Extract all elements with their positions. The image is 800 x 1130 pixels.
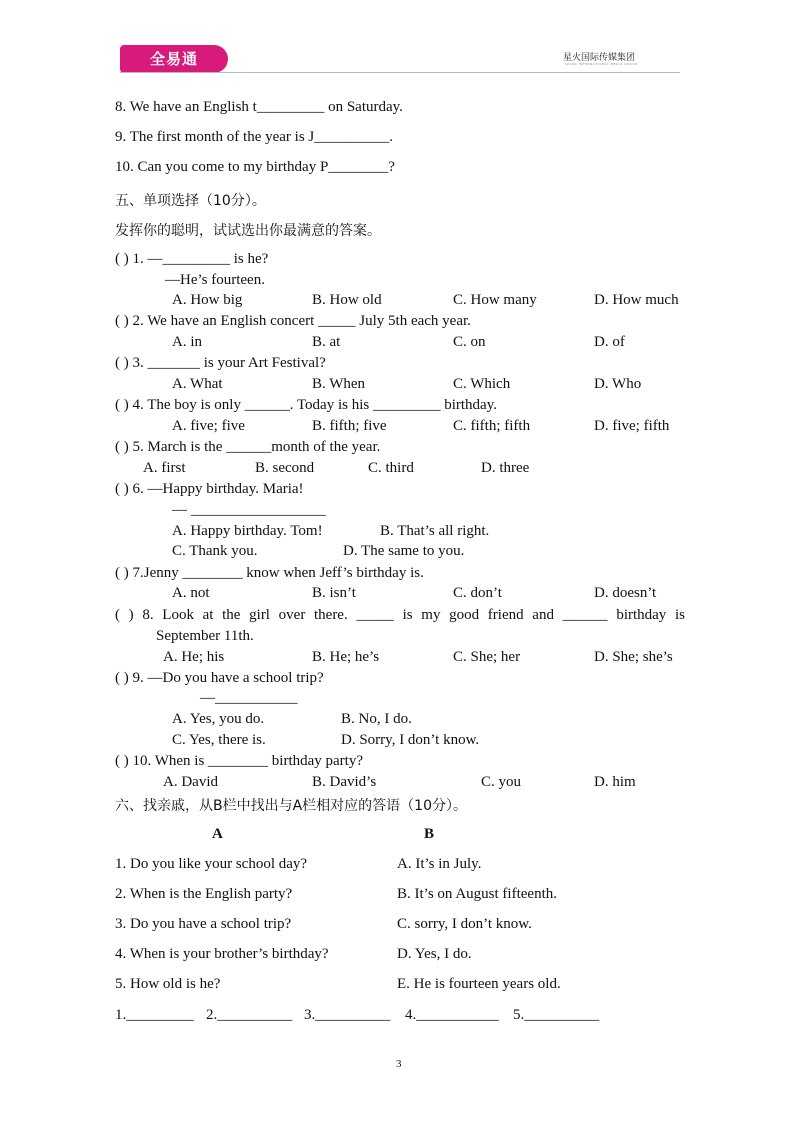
option: B. at: [312, 334, 341, 350]
fill-in-item: 10. Can you come to my birthday P________?: [115, 159, 395, 175]
matching-a-item: 5. How old is he?: [115, 976, 221, 992]
option: B. isn’t: [312, 585, 356, 601]
question-stem: ( ) 1. —_________ is he?: [115, 251, 269, 267]
option: B. No, I do.: [341, 711, 412, 727]
option: D. doesn’t: [594, 585, 657, 601]
question-stem: ( ) 3. _______ is your Art Festival?: [115, 355, 326, 371]
option: A. David: [163, 774, 218, 790]
section-instruction: 发挥你的聪明，试试选出你最满意的答案。: [115, 223, 381, 239]
question-stem-line2: — __________________: [172, 502, 326, 518]
option: A. in: [172, 334, 202, 350]
option: C. How many: [453, 292, 537, 308]
option: D. Sorry, I don’t know.: [341, 732, 480, 748]
option: A. How big: [172, 292, 243, 308]
section-title: 五、单项选择（10分）。: [115, 193, 266, 209]
header-divider: [120, 72, 680, 73]
option: B. David’s: [312, 774, 377, 790]
option: A. He; his: [163, 649, 225, 665]
column-a-header: A: [212, 826, 223, 842]
option: C. fifth; fifth: [453, 418, 531, 434]
option: B. fifth; five: [312, 418, 387, 434]
option: B. How old: [312, 292, 382, 308]
option: D. The same to you.: [343, 543, 465, 559]
question-stem: ( ) 7.Jenny ________ know when Jeff’s birthday is.: [115, 565, 424, 581]
option: D. Who: [594, 376, 642, 392]
answer-blank: 3.__________: [304, 1007, 391, 1023]
option: D. five; fifth: [594, 418, 670, 434]
column-b-header: B: [424, 826, 435, 842]
question-stem: ( ) 6. —Happy birthday. Maria!: [115, 481, 304, 497]
question-stem: ( ) 2. We have an English concert _____ July 5th each year.: [115, 313, 471, 329]
matching-a-item: 1. Do you like your school day?: [115, 856, 308, 872]
option: B. When: [312, 376, 366, 392]
matching-a-item: 2. When is the English party?: [115, 886, 293, 902]
option: B. He; he’s: [312, 649, 380, 665]
answer-blank: 4.___________: [405, 1007, 499, 1023]
option: C. third: [368, 460, 414, 476]
question-stem-line2: September 11th.: [156, 628, 254, 644]
matching-b-item: E. He is fourteen years old.: [397, 976, 561, 992]
question-stem: ( ) 10. When is ________ birthday party?: [115, 753, 364, 769]
section-title: 六、找亲戚，从B栏中找出与A栏相对应的答语（10分）。: [115, 798, 467, 814]
option: B. second: [255, 460, 315, 476]
option: A. What: [172, 376, 223, 392]
fill-in-item: 9. The first month of the year is J__________.: [115, 129, 394, 145]
option: D. How much: [594, 292, 679, 308]
page-number: 3: [396, 1058, 402, 1070]
option: D. three: [481, 460, 530, 476]
option: C. Which: [453, 376, 511, 392]
answer-blank: 2.__________: [206, 1007, 293, 1023]
matching-b-item: B. It’s on August fifteenth.: [397, 886, 557, 902]
option: B. That’s all right.: [380, 523, 490, 539]
option: A. first: [143, 460, 186, 476]
publisher-name: 星火国际传媒集团: [563, 53, 636, 63]
option: C. on: [453, 334, 486, 350]
answer-blank: 1._________: [115, 1007, 194, 1023]
option: C. don’t: [453, 585, 502, 601]
answer-blank: 5.__________: [513, 1007, 600, 1023]
option: A. Yes, you do.: [172, 711, 265, 727]
fill-in-item: 8. We have an English t_________ on Saturday.: [115, 99, 403, 115]
option: C. She; her: [453, 649, 521, 665]
option: A. Happy birthday. Tom!: [172, 523, 323, 539]
question-stem: ( ) 5. March is the ______month of the year.: [115, 439, 381, 455]
question-stem-line2: —___________: [200, 690, 298, 706]
publisher-subtitle: SPARK INTERNATIONAL MEDIA GROUP: [565, 62, 638, 66]
option: C. you: [481, 774, 522, 790]
brand-logo: 全易通: [120, 45, 228, 73]
option: D. of: [594, 334, 625, 350]
question-stem: ( ) 8. Look at the girl over there. _____ is my good friend and ______ birthday is: [115, 607, 685, 623]
matching-a-item: 3. Do you have a school trip?: [115, 916, 292, 932]
matching-b-item: C. sorry, I don’t know.: [397, 916, 532, 932]
question-stem: ( ) 9. —Do you have a school trip?: [115, 670, 324, 686]
question-stem: ( ) 4. The boy is only ______. Today is his _________ birthday.: [115, 397, 497, 413]
option: C. Thank you.: [172, 543, 258, 559]
matching-b-item: D. Yes, I do.: [397, 946, 472, 962]
matching-a-item: 4. When is your brother’s birthday?: [115, 946, 329, 962]
matching-b-item: A. It’s in July.: [397, 856, 482, 872]
option: D. She; she’s: [594, 649, 673, 665]
option: D. him: [594, 774, 636, 790]
option: A. not: [172, 585, 210, 601]
option: A. five; five: [172, 418, 245, 434]
question-stem-line2: —He’s fourteen.: [165, 272, 265, 288]
option: C. Yes, there is.: [172, 732, 266, 748]
